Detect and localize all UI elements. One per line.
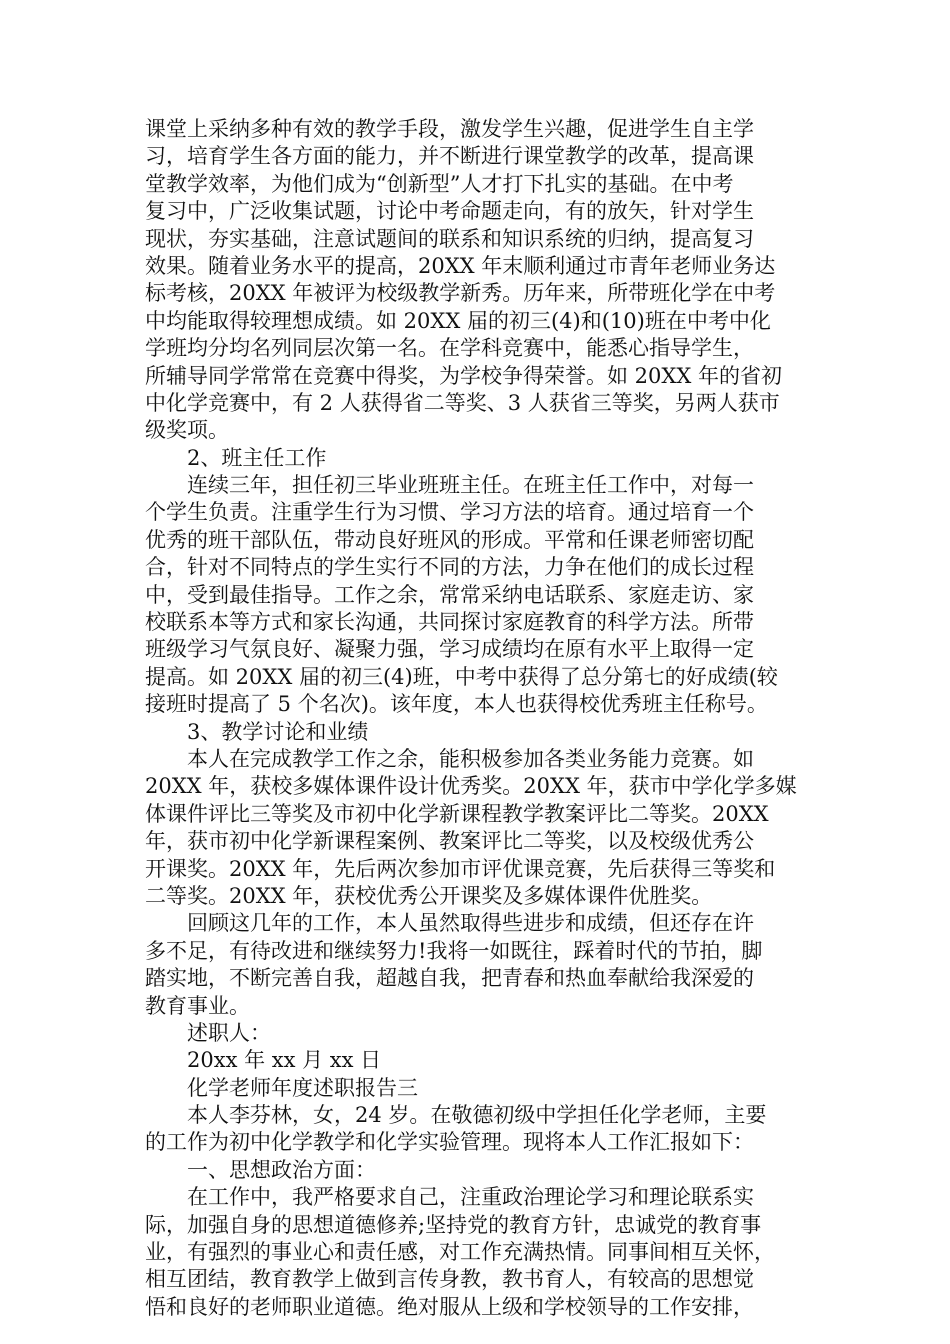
text-line: 复习中，广泛收集试题，讨论中考命题走向，有的放矢，针对学生 — [145, 199, 754, 224]
text-line: 堂教学效率，为他们成为“创新型”人才打下扎实的基础。在中考 — [145, 171, 734, 196]
text-line: 接班时提高了 5 个名次)。该年度，本人也获得校优秀班主任称号。 — [145, 692, 768, 717]
text-line: 优秀的班干部队伍，带动良好班风的形成。平常和任课老师密切配 — [145, 527, 754, 552]
text-line: 本人李芬林，女，24 岁。在敬德初级中学担任化学老师，主要 — [187, 1103, 767, 1128]
text-line: 中均能取得较理想成绩。如 20XX 届的初三(4)和(10)班在中考中化 — [145, 308, 771, 333]
text-line: 20XX 年，获校多媒体课件设计优秀奖。20XX 年，获市中学化学多媒 — [145, 774, 797, 799]
text-line: 中，受到最佳指导。工作之余，常常采纳电话联系、家庭走访、家 — [145, 582, 754, 607]
text-line: 班级学习气氛良好、凝聚力强，学习成绩均在原有水平上取得一定 — [145, 637, 754, 662]
text-line: 所辅导同学常常在竞赛中得奖，为学校争得荣誉。如 20XX 年的省初 — [145, 363, 782, 388]
text-line: 悟和良好的老师职业道德。绝对服从上级和学校领导的工作安排， — [145, 1294, 754, 1319]
text-line: 年，获市初中化学新课程案例、教案评比二等奖，以及校级优秀公 — [145, 829, 754, 854]
text-line: 校联系本等方式和家长沟通，共同探讨家庭教育的科学方法。所带 — [145, 610, 754, 635]
text-line: 3、教学讨论和业绩 — [187, 719, 369, 744]
text-line: 多不足，有待改进和继续努力!我将一如既往，踩着时代的节拍，脚 — [145, 938, 763, 963]
text-line: 相互团结，教育教学上做到言传身教，教书育人，有较高的思想觉 — [145, 1267, 754, 1292]
text-line: 标考核，20XX 年被评为校级教学新秀。历年来，所带班化学在中考 — [145, 281, 776, 306]
text-line: 习，培育学生各方面的能力，并不断进行课堂教学的改革，提高课 — [145, 144, 754, 169]
text-line: 业，有强烈的事业心和责任感，对工作充满热情。同事间相互关怀， — [145, 1240, 775, 1265]
text-line: 课堂上采纳多种有效的教学手段，激发学生兴趣，促进学生自主学 — [145, 117, 754, 141]
text-line: 效果。随着业务水平的提高，20XX 年末顺利通过市青年老师业务达 — [145, 253, 776, 278]
text-line: 化学老师年度述职报告三 — [187, 1075, 418, 1100]
text-line: 体课件评比三等奖及市初中化学新课程教学教案评比二等奖。20XX — [145, 801, 769, 826]
text-line: 述职人： — [187, 1020, 271, 1045]
text-line: 本人在完成教学工作之余，能积极参加各类业务能力竞赛。如 — [187, 746, 754, 771]
text-line: 的工作为初中化学教学和化学实验管理。现将本人工作汇报如下： — [145, 1130, 754, 1155]
text-line: 中化学竞赛中，有 2 人获得省二等奖、3 人获省三等奖，另两人获市 — [145, 390, 780, 415]
text-line: 2、班主任工作 — [187, 445, 327, 470]
text-line: 教育事业。 — [145, 993, 250, 1018]
text-line: 级奖项。 — [145, 418, 229, 443]
document-body — [145, 116, 825, 1321]
text-line: 提高。如 20XX 届的初三(4)班，中考中获得了总分第七的好成绩(较 — [145, 664, 778, 689]
text-line: 合，针对不同特点的学生实行不同的方法，力争在他们的成长过程 — [145, 555, 754, 580]
text-line: 际，加强自身的思想道德修养;坚持党的教育方针，忠诚党的教育事 — [145, 1212, 762, 1237]
text-line: 二等奖。20XX 年，获校优秀公开课奖及多媒体课件优胜奖。 — [145, 883, 713, 908]
text-line: 一、思想政治方面： — [187, 1157, 376, 1182]
text-line: 踏实地，不断完善自我，超越自我，把青春和热血奉献给我深爱的 — [145, 966, 754, 991]
text-line: 现状，夯实基础，注意试题间的联系和知识系统的归纳，提高复习 — [145, 226, 754, 251]
text-line: 连续三年，担任初三毕业班班主任。在班主任工作中，对每一 — [187, 473, 754, 498]
text-line: 20xx 年 xx 月 xx 日 — [187, 1048, 382, 1073]
text-line: 学班均分均名列同层次第一名。在学科竞赛中，能悉心指导学生， — [145, 336, 754, 361]
text-line: 回顾这几年的工作，本人虽然取得些进步和成绩，但还存在许 — [187, 911, 754, 936]
text-line: 个学生负责。注重学生行为习惯、学习方法的培育。通过培育一个 — [145, 500, 754, 525]
text-line: 开课奖。20XX 年，先后两次参加市评优课竞赛，先后获得三等奖和 — [145, 856, 776, 881]
text-line: 在工作中，我严格要求自己，注重政治理论学习和理论联系实 — [187, 1185, 754, 1210]
